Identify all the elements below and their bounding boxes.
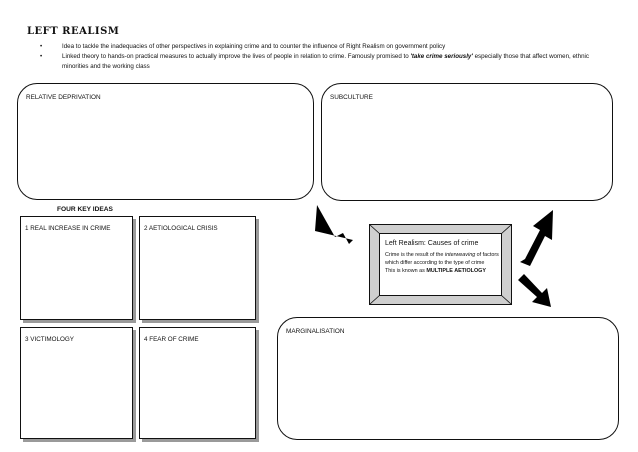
bullet-dot-icon: • — [40, 53, 43, 60]
card-title: Left Realism: Causes of crime — [385, 240, 479, 247]
arrow-to-marginalisation-icon — [518, 274, 551, 307]
marginalisation-label: MARGINALISATION — [286, 328, 345, 335]
page-title: LEFT REALISM — [27, 26, 120, 37]
card-bold-term: MULTIPLE AETIOLOGY — [426, 268, 486, 274]
key-idea-label: 2 AETIOLOGICAL CRISIS — [144, 225, 218, 232]
key-idea-label: 4 FEAR OF CRIME — [144, 336, 199, 343]
bullet-text-after: especially those that affect women, ethnic minorities and the working class — [62, 53, 589, 70]
key-idea-label: 1 REAL INCREASE IN CRIME — [25, 225, 111, 232]
four-key-ideas-title: FOUR KEY IDEAS — [57, 206, 113, 213]
card-text: This is known as — [385, 268, 427, 274]
key-idea-label: 3 VICTIMOLOGY — [25, 336, 74, 343]
bullet-text: Idea to tackle the inadequacies of other perspectives in explaining crime and to counter the influence of Right Realism on government policy — [62, 43, 446, 50]
card-text: of factors which differ according to the type of crime — [385, 252, 499, 266]
subculture-label: SUBCULTURE — [330, 94, 373, 101]
bullet-emphasis: 'take crime seriously' — [410, 53, 473, 60]
arrow-to-subculture-icon — [520, 210, 553, 266]
card-text: Crime is the result of the — [385, 252, 445, 258]
arrow-to-relative-deprivation-icon — [315, 205, 353, 244]
bullet-text: Linked theory to hands-on practical measures to actually improve the lives of people in relation to crime. Famously promised to — [62, 53, 411, 60]
card-emphasis: interweaving — [444, 252, 476, 258]
relative-deprivation-label: RELATIVE DEPRIVATION — [26, 94, 101, 101]
bullet-dot-icon: • — [40, 43, 43, 50]
